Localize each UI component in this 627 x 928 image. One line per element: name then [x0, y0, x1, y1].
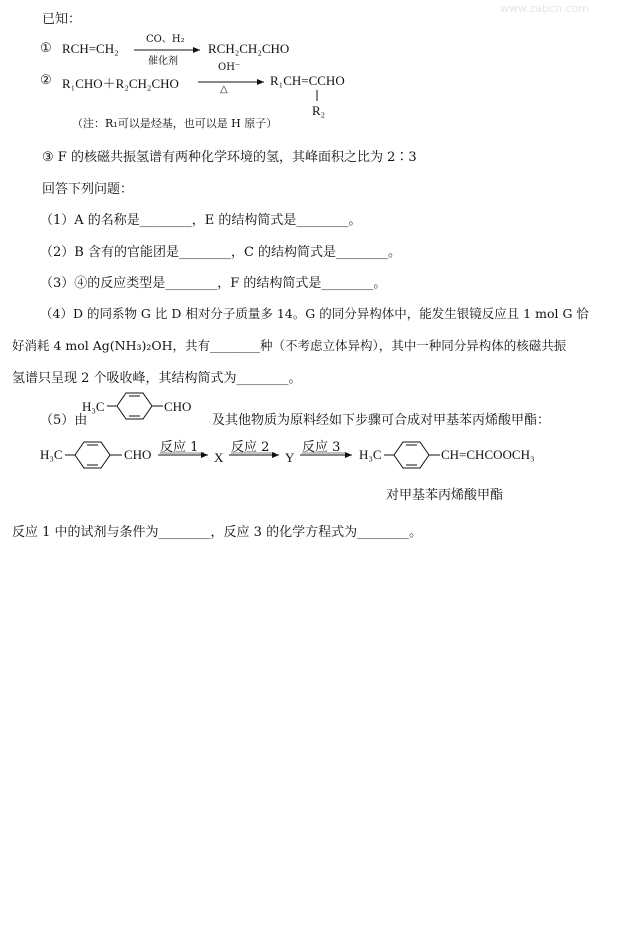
reaction1-reactant: RCH=CH₂: [62, 41, 119, 56]
reaction1-condition-below: 催化剂: [148, 56, 178, 67]
watermark: www.zabcn.com: [500, 2, 589, 15]
question-3: （3）④的反应类型是________，F 的结构简式是________。: [40, 276, 387, 291]
question-4-line-1: （4）D 的同系物 G 比 D 相对分子质量多 14。G 的同分异构体中，能发生银镜反应且 1 mol G 恰: [40, 306, 589, 321]
q5-molecule-aldehyde: CHO: [164, 399, 192, 414]
scheme-start-benzene-ring: [65, 442, 122, 468]
reaction2-number: ②: [40, 73, 52, 88]
q5-molecule-methyl: H₃C: [82, 399, 105, 414]
reaction1-number: ①: [40, 41, 52, 56]
known-label: 已知：: [42, 12, 82, 27]
scheme-y: Y: [285, 450, 295, 465]
question-2: （2）B 含有的官能团是________，C 的结构简式是________。: [40, 245, 402, 260]
scheme-product-benzene-ring: [384, 442, 440, 468]
question-4-line-2: 好消耗 4 mol Ag(NH₃)₂OH，共有________种（不考虑立体异构），其中一种同分异构体的核磁共振: [12, 338, 567, 353]
scheme-product-chain: CH=CHCOOCH₃: [441, 447, 535, 462]
note: （注：R₁可以是烃基，也可以是 H 原子）: [72, 117, 278, 130]
scheme-arrow3-label: 反应 3: [302, 440, 341, 455]
reaction1-product: RCH₂CH₂CHO: [208, 41, 290, 56]
scheme-x: X: [214, 450, 224, 465]
reaction1-condition-above: CO、H₂: [146, 34, 185, 45]
reaction2-branch-r2: R₂: [312, 103, 326, 118]
scheme-arrow2-label: 反应 2: [231, 440, 270, 455]
scheme-product-name: 对甲基苯丙烯酸甲酯: [386, 488, 504, 503]
question-1: （1）A 的名称是________，E 的结构简式是________。: [40, 213, 362, 228]
fact-3: ③ F 的核磁共振氢谱有两种化学环境的氢，其峰面积之比为 2∶3: [42, 150, 417, 165]
question-5-final: 反应 1 中的试剂与条件为________，反应 3 的化学方程式为________。: [12, 525, 423, 540]
reaction2-condition-below: △: [220, 84, 228, 95]
reaction2-condition-above: OH⁻: [218, 62, 241, 73]
reaction2-product: R₁CH=CCHO: [270, 73, 345, 88]
scheme-arrow1-label: 反应 1: [160, 440, 199, 455]
scheme-product-methyl: H₃C: [359, 447, 382, 462]
q5-header-benzene-ring: [107, 393, 163, 419]
answer-heading: 回答下列问题：: [42, 182, 134, 197]
question-4-line-3: 氢谱只呈现 2 个吸收峰，其结构简式为________。: [12, 371, 302, 386]
question-5-suffix: 及其他物质为原料经如下步骤可合成对甲基苯丙烯酸甲酯：: [212, 413, 551, 428]
question-5-prefix: （5）由: [40, 413, 88, 428]
scheme-start-methyl: H₃C: [40, 447, 63, 462]
scheme-start-aldehyde: CHO: [124, 447, 152, 462]
reaction2-reactants: R₁CHO＋R₂CH₂CHO: [62, 76, 179, 91]
